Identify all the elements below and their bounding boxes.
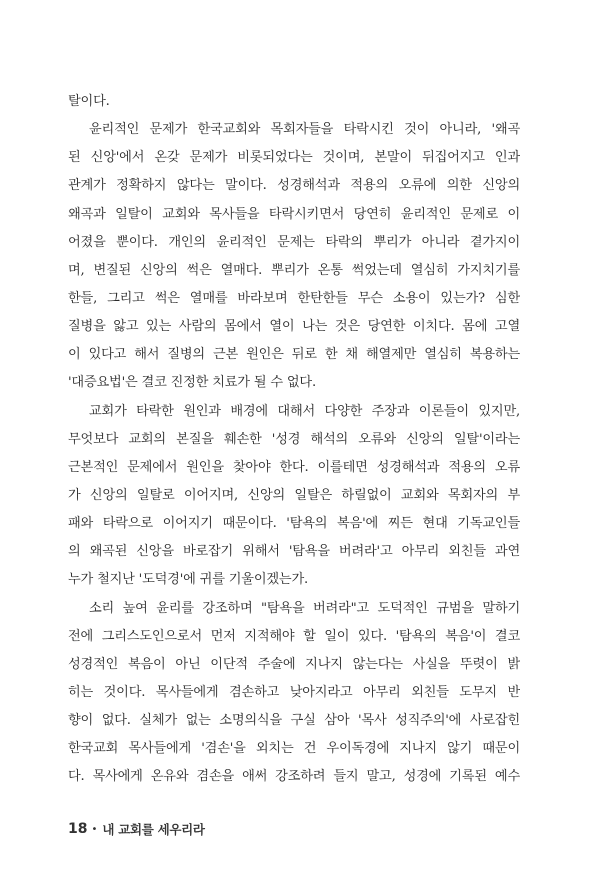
paragraph-line: 된 신앙'에서 온갖 문제가 비롯되었다는 것이며, 본말이 뒤집어지고 인과 xyxy=(68,150,520,166)
book-title: 내 교회를 세우리라 xyxy=(102,822,205,837)
paragraph-line: 성경적인 복음이 아닌 이단적 주술에 지나지 않는다는 사실을 뚜렷이 밝 xyxy=(68,656,520,672)
paragraph-line: 관계가 정확하지 않다는 말이다. 성경해석과 적용의 오류에 의한 신앙의 xyxy=(68,178,520,194)
page-footer xyxy=(68,818,205,840)
paragraph-line: 며, 변질된 신앙의 썩은 열매다. 뿌리가 온통 썩었는데 열심히 가지치기를 xyxy=(68,262,520,278)
paragraph-line: 한들, 그리고 썩은 열매를 바라보며 한탄한들 무슨 소용이 있는가? 심한 xyxy=(68,290,520,306)
paragraph-line: 한국교회 목사들에게 '겸손'을 외치는 건 우이독경에 지나지 않기 때문이 xyxy=(68,741,520,757)
paragraph-line: 누가 철지난 '도덕경'에 귀를 기울이겠는가. xyxy=(68,572,308,588)
paragraph-line: 어졌을 뿐이다. 개인의 윤리적인 문제는 타락의 뿌리가 아니라 곁가지이 xyxy=(68,234,520,250)
paragraph-line: 가 신앙의 일탈로 이어지며, 신앙의 일탈은 하릴없이 교회와 목회자의 부 xyxy=(68,487,520,503)
paragraph-line: '대증요법'은 결코 진정한 치료가 될 수 없다. xyxy=(68,375,316,391)
paragraph-line: 다. 목사에게 온유와 겸손을 애써 강조하려 들지 말고, 성경에 기록된 예수 xyxy=(68,769,520,785)
paragraph-line: 무엇보다 교회의 본질을 훼손한 '성경 해석의 오류와 신앙의 일탈'이라는 xyxy=(68,431,520,447)
paragraph-line: 의 왜곡된 신앙을 바로잡기 위해서 '탐욕을 버려라'고 아무리 외친들 과연 xyxy=(68,544,520,560)
body-text xyxy=(68,88,520,792)
paragraph-line: 탈이다. xyxy=(68,94,110,109)
paragraph-line: 질병을 앓고 있는 사람의 몸에서 열이 나는 것은 당연한 이치다. 몸에 고열 xyxy=(68,319,520,335)
paragraph-line: 소리 높여 윤리를 강조하며 "탐욕을 버려라"고 도덕적인 규범을 말하기 xyxy=(89,600,520,616)
page-number: 18 xyxy=(68,821,88,837)
paragraph-line: 교회가 타락한 원인과 배경에 대해서 다양한 주장과 이론들이 있지만, xyxy=(89,403,520,419)
paragraph-line: 패와 타락으로 이어지기 때문이다. '탐욕의 복음'에 찌든 현대 기독교인들 xyxy=(68,516,520,532)
paragraph-line: 향이 없다. 실체가 없는 소명의식을 구실 삼아 '목사 성직주의'에 사로잡힌 xyxy=(68,713,520,729)
paragraph-line: 근본적인 문제에서 원인을 찾아야 한다. 이를테면 성경해석과 적용의 오류 xyxy=(68,459,520,475)
paragraph-line: 전에 그리스도인으로서 먼저 지적해야 할 일이 있다. '탐욕의 복음'이 결코 xyxy=(68,628,520,644)
paragraph-line: 윤리적인 문제가 한국교회와 목회자들을 타락시킨 것이 아니라, '왜곡 xyxy=(89,122,520,138)
paragraph-line: 이 있다고 해서 질병의 근본 원인은 뒤로 한 채 해열제만 열심히 복용하는 xyxy=(68,347,520,363)
paragraph-line: 왜곡과 일탈이 교회와 목사들을 타락시키면서 당연히 윤리적인 문제로 이 xyxy=(68,206,520,222)
footer-bullet: • xyxy=(91,823,98,835)
paragraph-line: 히는 것이다. 목사들에게 겸손하고 낮아지라고 아무리 외친들 도무지 반 xyxy=(68,684,520,700)
